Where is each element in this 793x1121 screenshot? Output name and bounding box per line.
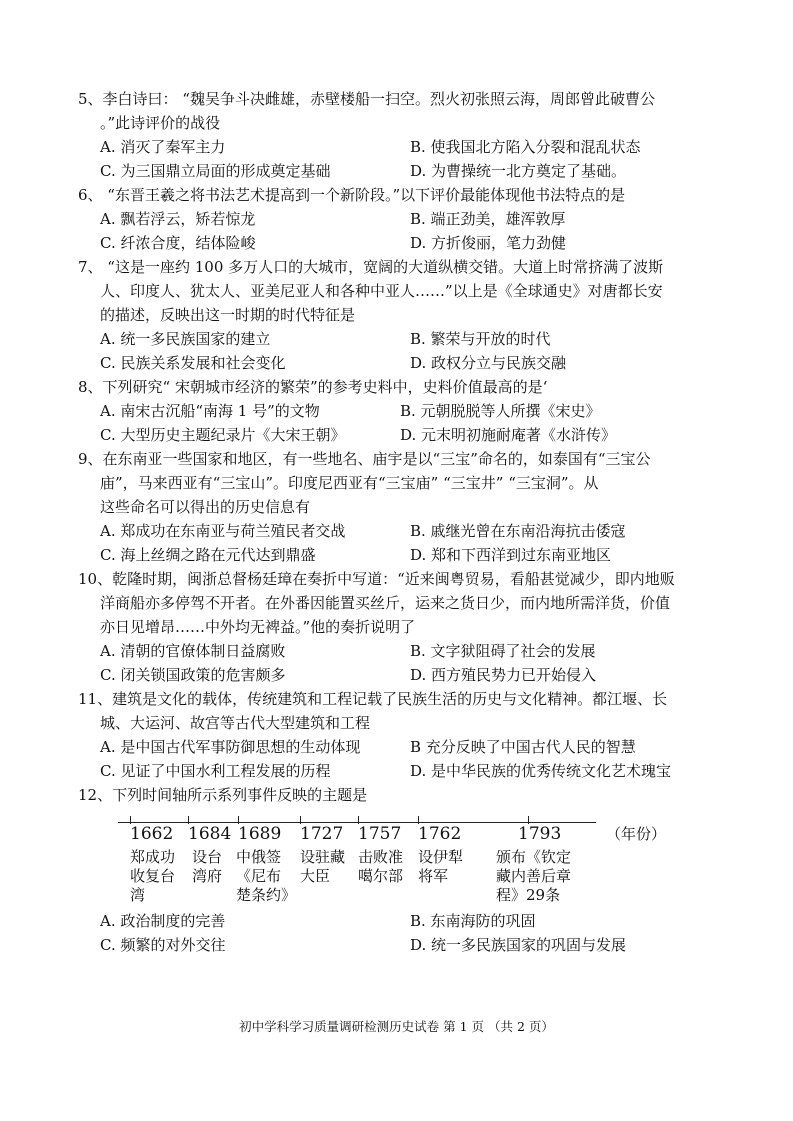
q7-option-a: A. 统一多民族国家的建立 [100, 330, 271, 348]
q12-stem-line-1: 12、下列时间轴所示系列事件反映的主题是 [78, 786, 368, 804]
q6-option-b: B. 端正劲美，雄浑敦厚 [410, 210, 566, 228]
timeline-event-line: 收复台 [130, 867, 176, 885]
q10-option-b: B. 文字狱阻碍了社会的发展 [410, 642, 596, 660]
q5-option-c: C. 为三国鼎立局面的形成奠定基础 [100, 162, 331, 180]
q10-stem-line-1: 10、乾隆时期，闽浙总督杨廷璋在奏折中写道：“近来闽粤贸易，看船甚觉减少，即内地贩 [78, 570, 675, 588]
timeline-event-line: 郑成功 [130, 848, 176, 866]
q7-option-b: B. 繁荣与开放的时代 [410, 330, 551, 348]
timeline-event-1762 [418, 848, 463, 886]
timeline-event-1684 [192, 848, 222, 886]
q5-stem-line-2: 。”此诗评价的战役 [100, 114, 221, 132]
page-footer: 初中学科学习质量调研检测历史试卷 第 1 页 （共 2 页） [239, 1019, 554, 1034]
q5-option-a: A. 消灭了秦军主力 [100, 138, 226, 156]
q6-option-d: D. 方折俊丽，笔力劲健 [410, 234, 567, 252]
timeline-event-line: 藏内善后章 [496, 867, 572, 885]
q10-option-d: D. 西方殖民势力已开始侵入 [410, 666, 597, 684]
q8-option-b: B. 元朝脱脱等人所撰《宋史》 [400, 402, 601, 420]
q8-option-d: D. 元末明初施耐庵著《水浒传》 [400, 426, 617, 444]
timeline-event-line: 设伊犁 [418, 848, 464, 866]
q9-option-c: C. 海上丝绸之路在元代达到鼎盛 [100, 546, 316, 564]
timeline-event-line: 程》29条 [496, 886, 561, 904]
q7-stem-line-1: 7、 “这是一座约 100 多万人口的大城市，宽阔的大道纵横交错。大道上时常挤满了波斯 [78, 258, 664, 276]
q5-option-d: D. 为曹操统一北方奠定了基础。 [410, 162, 627, 180]
q9-option-b: B. 戚继光曾在东南沿海抗击倭寇 [410, 522, 626, 540]
timeline-event-line: 颁布《钦定 [496, 848, 572, 866]
timeline-event-line: 设驻藏 [300, 848, 346, 866]
q6-option-c: C. 纤浓合度，结体险峻 [100, 234, 256, 252]
q5-stem-line-1: 5、李白诗曰： “魏吴争斗决雌雄，赤壁楼船一扫空。烈火初张照云海，周郎曾此破曹公 [78, 90, 655, 108]
q10-option-a: A. 清朝的官僚体制日益腐败 [100, 642, 286, 660]
q10-stem-line-3: 亦日见增昂……中外均无裨益。”他的奏折说明了 [100, 618, 416, 636]
timeline-unit-label: （年份） [606, 825, 667, 843]
q11-option-d: D. 是中华民族的优秀传统文化艺术瑰宝 [410, 762, 672, 780]
q12-option-a: A. 政治制度的完善 [100, 912, 226, 930]
q11-option-a: A. 是中国古代军事防御思想的生动体现 [100, 738, 361, 756]
q7-option-c: C. 民族关系发展和社会变化 [100, 354, 286, 372]
timeline-event-line: 噶尔部 [358, 867, 404, 885]
timeline-event-line: 将军 [418, 867, 449, 885]
timeline-tick [238, 816, 239, 824]
q9-stem-line-1: 9、在东南亚一些国家和地区，有一些地名、庙宇是以“三宝”命名的，如泰国有“三宝公 [78, 450, 651, 468]
q9-stem-line-3: 这些命名可以得出的历史信息有 [100, 498, 311, 516]
timeline-tick [358, 816, 359, 824]
timeline-event-line: 《尼布 [236, 867, 282, 885]
timeline-tick [130, 816, 131, 824]
q9-option-d: D. 郑和下西洋到过东南亚地区 [410, 546, 612, 564]
q10-stem-line-2: 洋商船亦多停驾不开者。在外番因能置买丝斤，运来之货日少，而内地所需洋货，价值 [100, 594, 671, 612]
q7-stem-line-2: 人、印度人、犹太人、亚美尼亚人和各种中亚人……”以上是《全球通史》对唐都长安 [100, 282, 663, 300]
timeline-event-line: 湾府 [192, 867, 223, 885]
timeline-tick [300, 816, 301, 824]
timeline-event-line: 楚条约》 [236, 886, 297, 904]
q8-stem-line-1: 8、下列研究“ 宋朝城市经济的繁荣”的参考史料中，史料价值最高的是‘ [78, 378, 548, 396]
q11-option-c: C. 见证了中国水利工程发展的历程 [100, 762, 331, 780]
timeline-event-1757 [358, 848, 403, 886]
q5-option-b: B. 使我国北方陷入分裂和混乱状态 [410, 138, 641, 156]
q7-option-d: D. 政权分立与民族交融 [410, 354, 567, 372]
timeline-tick [528, 816, 529, 824]
q12-option-d: D. 统一多民族国家的巩固与发展 [410, 936, 627, 954]
timeline-event-1689 [236, 848, 296, 905]
timeline-year: 1662 [130, 824, 174, 844]
q8-option-a: A. 南宋古沉船“南海 1 号”的文物 [100, 402, 320, 420]
timeline-event-line: 击败准 [358, 848, 404, 866]
timeline-year: 1684 [188, 824, 232, 844]
timeline-year: 1757 [358, 824, 402, 844]
q6-option-a: A. 飘若浮云，矫若惊龙 [100, 210, 256, 228]
q7-stem-line-3: 的描述，反映出这一时期的时代特征是 [100, 306, 356, 324]
q11-stem-line-1: 11、建筑是文化的载体，传统建筑和工程记载了民族生活的历史与文化精神。都江堰、长 [78, 690, 668, 708]
q8-option-c: C. 大型历史主题纪录片《大宋王朝》 [100, 426, 346, 444]
timeline-axis [118, 822, 596, 823]
timeline-event-line: 设台 [192, 848, 223, 866]
timeline-tick [418, 816, 419, 824]
q9-option-a: A. 郑成功在东南亚与荷兰殖民者交战 [100, 522, 346, 540]
timeline [118, 814, 678, 910]
q10-option-c: C. 闭关锁国政策的危害颇多 [100, 666, 286, 684]
timeline-year: 1689 [238, 824, 282, 844]
timeline-tick [188, 816, 189, 824]
timeline-year: 1793 [518, 824, 562, 844]
timeline-event-1793 [496, 848, 571, 905]
timeline-event-line: 湾 [130, 886, 146, 904]
timeline-event-1727 [300, 848, 345, 886]
timeline-event-line: 大臣 [300, 867, 331, 885]
q6-stem-line-1: 6、 “东晋王羲之将书法艺术提高到一个新阶段。”以下评价最能体现他书法特点的是 [78, 186, 626, 204]
q11-stem-line-2: 城、大运河、故宫等古代大型建筑和工程 [100, 714, 371, 732]
timeline-event-1662 [130, 848, 175, 905]
q12-option-c: C. 频繁的对外交往 [100, 936, 226, 954]
timeline-year: 1727 [300, 824, 344, 844]
q9-stem-line-2: 庙”，马来西亚有“三宝山”。印度尼西亚有“三宝庙” “三宝井” “三宝洞”。从 [100, 474, 599, 492]
q11-option-b: B 充分反映了中国古代人民的智慧 [410, 738, 636, 756]
timeline-event-line: 中俄签 [236, 848, 282, 866]
q12-option-b: B. 东南海防的巩固 [410, 912, 536, 930]
timeline-year: 1762 [418, 824, 462, 844]
